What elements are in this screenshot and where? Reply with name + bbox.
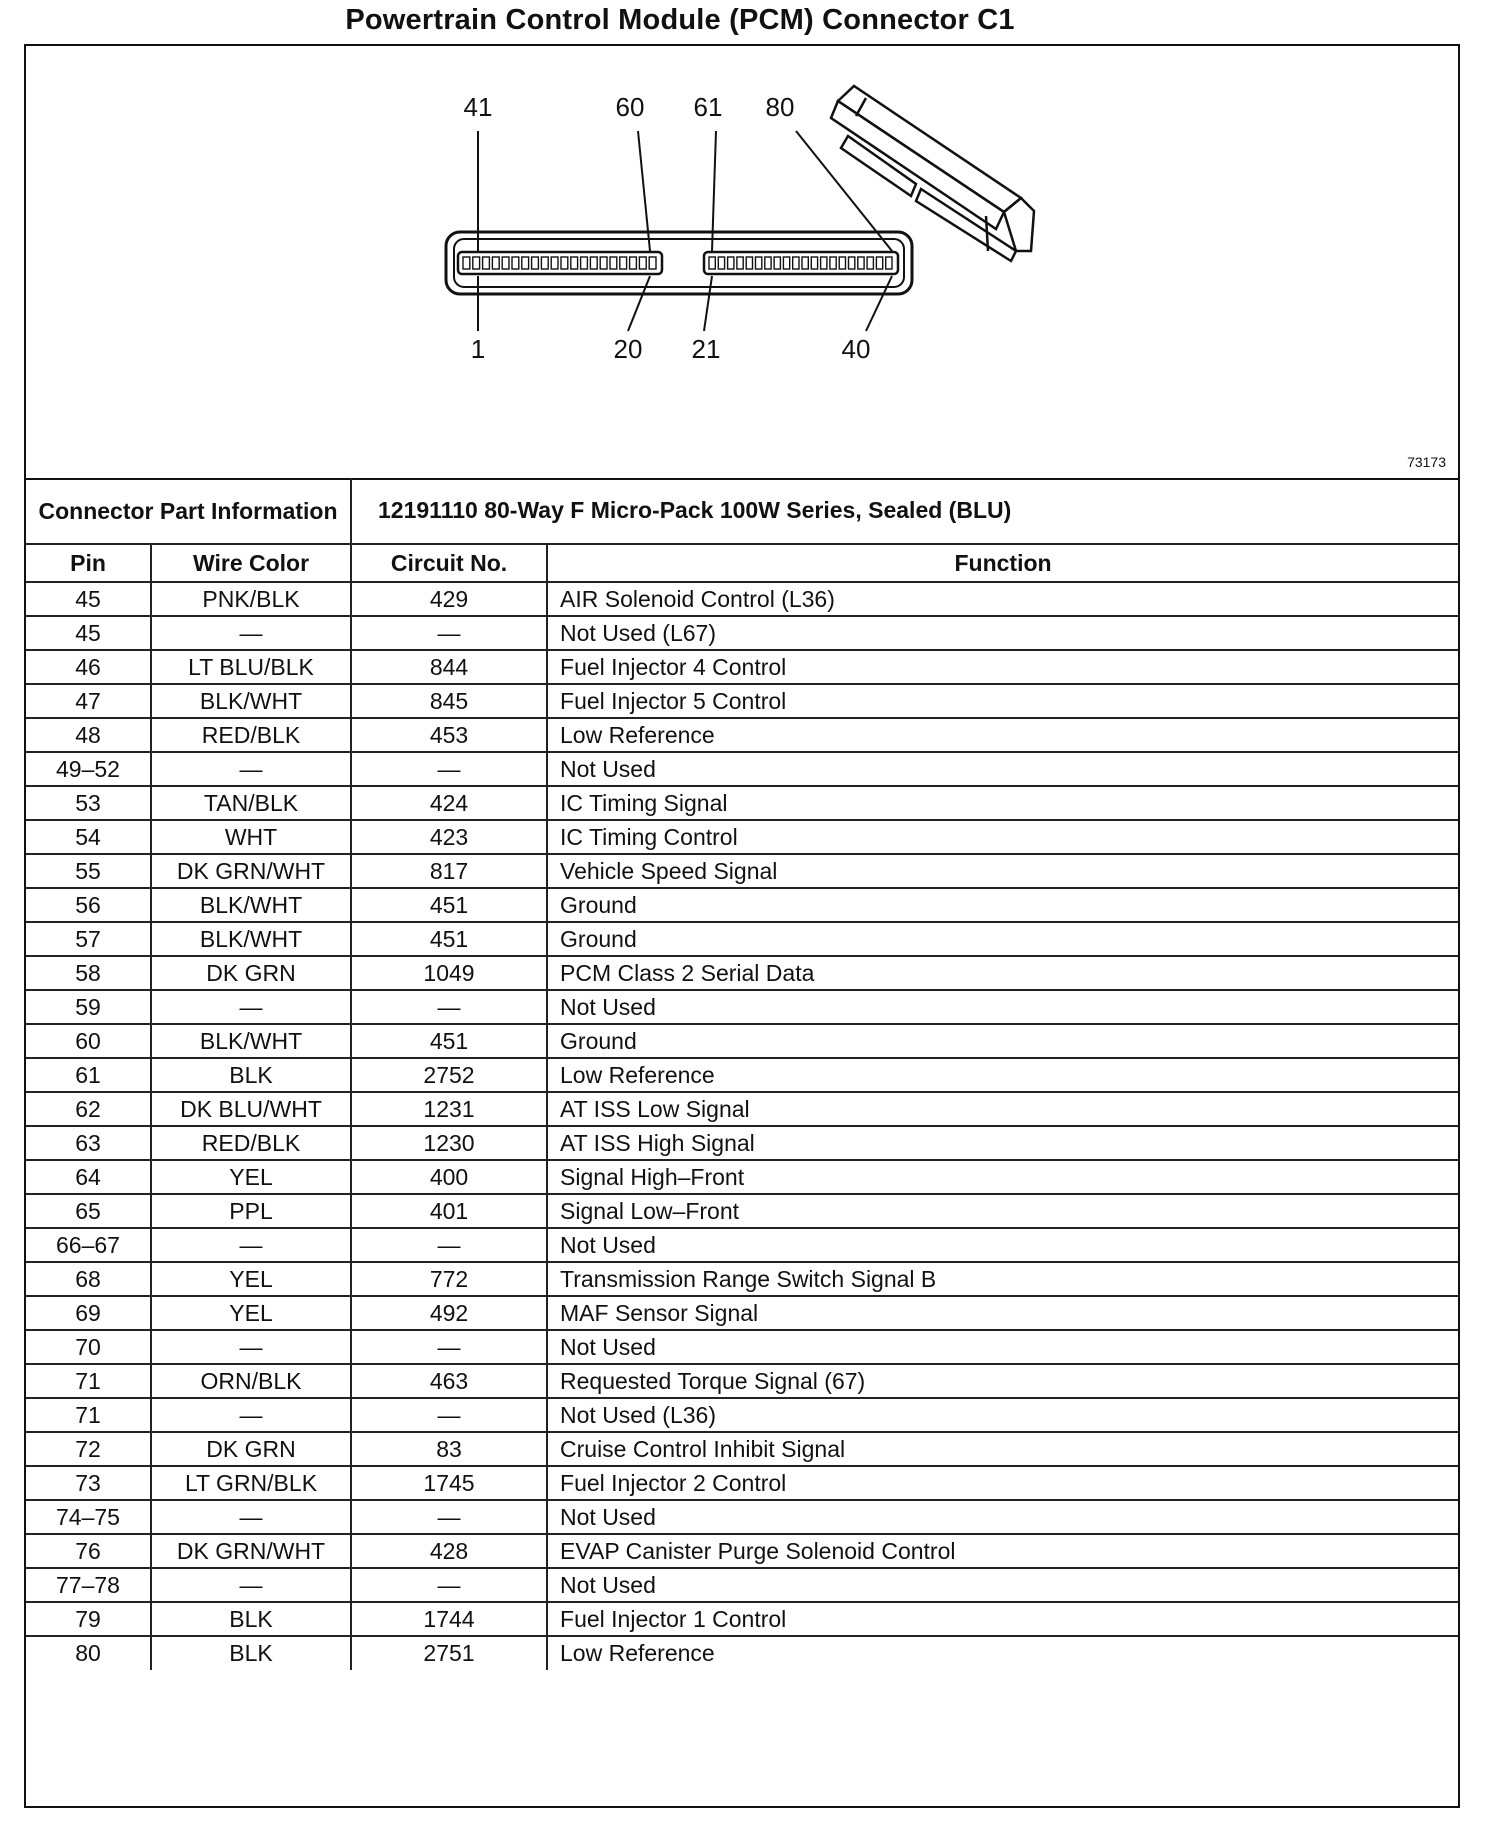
cell-circuit: 2752 [351,1058,547,1092]
pin-cavity [620,257,627,269]
table-row [26,888,1458,922]
cell-function: Not Used [547,752,1458,786]
cell-circuit: — [351,1330,547,1364]
cell-pin: 70 [26,1330,151,1364]
connector-info-value: 12191110 80-Way F Micro-Pack 100W Series, Sealed (BLU) [351,478,1458,544]
table-row [26,922,1458,956]
cell-pin: 60 [26,1024,151,1058]
cell-pin: 53 [26,786,151,820]
cell-function: Ground [547,1024,1458,1058]
cell-circuit: — [351,752,547,786]
cell-pin: 56 [26,888,151,922]
cell-circuit: 844 [351,650,547,684]
table-row [26,650,1458,684]
pinout-table [26,478,1458,1670]
cell-pin: 65 [26,1194,151,1228]
cell-circuit: 463 [351,1364,547,1398]
cell-function: Vehicle Speed Signal [547,854,1458,888]
cell-wire-color: BLK/WHT [151,1024,351,1058]
cell-circuit: 1230 [351,1126,547,1160]
cell-wire-color: LT GRN/BLK [151,1466,351,1500]
pin-cavity [561,257,568,269]
cell-wire-color: YEL [151,1160,351,1194]
cell-wire-color: — [151,1568,351,1602]
pin-cavity [473,257,480,269]
cell-circuit: — [351,1228,547,1262]
cell-circuit: 428 [351,1534,547,1568]
table-row [26,1602,1458,1636]
connector-face [446,232,912,294]
cell-circuit: 451 [351,1024,547,1058]
cell-wire-color: — [151,990,351,1024]
pin-label-21: 21 [691,334,721,364]
table-row [26,1568,1458,1602]
cell-function: Fuel Injector 5 Control [547,684,1458,718]
pin-cavity [849,257,855,269]
table-row [26,752,1458,786]
connector-document-frame [24,44,1460,1808]
cell-wire-color: DK GRN [151,1432,351,1466]
cell-pin: 63 [26,1126,151,1160]
pin-cavity [746,257,752,269]
pin-label-41: 41 [463,92,493,122]
cell-pin: 79 [26,1602,151,1636]
pin-cavity [512,257,519,269]
table-row [26,1296,1458,1330]
cell-circuit: — [351,1398,547,1432]
pin-label-80: 80 [765,92,795,122]
cell-circuit: 1744 [351,1602,547,1636]
pin-cavity [581,257,588,269]
cell-wire-color: PPL [151,1194,351,1228]
cell-pin: 64 [26,1160,151,1194]
cell-function: PCM Class 2 Serial Data [547,956,1458,990]
cell-wire-color: DK BLU/WHT [151,1092,351,1126]
pin-cavity [649,257,656,269]
cell-pin: 72 [26,1432,151,1466]
table-row [26,1194,1458,1228]
cell-function: Requested Torque Signal (67) [547,1364,1458,1398]
cell-function: MAF Sensor Signal [547,1296,1458,1330]
pin-label-60: 60 [615,92,645,122]
cell-circuit: 83 [351,1432,547,1466]
cell-circuit: 1049 [351,956,547,990]
pin-label-61: 61 [693,92,723,122]
cell-pin: 57 [26,922,151,956]
pin-cavity [492,257,499,269]
cell-circuit: 401 [351,1194,547,1228]
cell-wire-color: — [151,616,351,650]
cell-function: Fuel Injector 2 Control [547,1466,1458,1500]
pin-cavity [532,257,539,269]
pin-cavity [765,257,771,269]
pin-cavity [502,257,509,269]
cell-wire-color: RED/BLK [151,1126,351,1160]
table-row [26,1500,1458,1534]
cell-pin: 76 [26,1534,151,1568]
cell-pin: 55 [26,854,151,888]
cell-wire-color: PNK/BLK [151,582,351,616]
cell-pin: 49–52 [26,752,151,786]
cell-pin: 48 [26,718,151,752]
cell-wire-color: — [151,1330,351,1364]
table-row [26,1092,1458,1126]
pin-cavity [639,257,646,269]
cell-function: Not Used (L67) [547,616,1458,650]
table-row [26,1058,1458,1092]
cell-wire-color: LT BLU/BLK [151,650,351,684]
header-pin: Pin [26,544,151,582]
cell-wire-color: BLK/WHT [151,922,351,956]
cell-wire-color: DK GRN [151,956,351,990]
pin-cavity [783,257,789,269]
connector-info-label: Connector Part Information [26,478,351,544]
cell-function: Ground [547,888,1458,922]
pin-cavity [483,257,490,269]
cell-pin: 68 [26,1262,151,1296]
cell-function: Low Reference [547,718,1458,752]
cell-circuit: 845 [351,684,547,718]
table-row [26,854,1458,888]
cell-pin: 73 [26,1466,151,1500]
table-row [26,1228,1458,1262]
cell-function: Not Used [547,1568,1458,1602]
table-row [26,1432,1458,1466]
cell-circuit: — [351,990,547,1024]
cell-function: AT ISS Low Signal [547,1092,1458,1126]
cell-wire-color: — [151,1228,351,1262]
table-row [26,1160,1458,1194]
cell-function: Not Used [547,990,1458,1024]
pin-cavity [610,257,617,269]
pin-cavity [774,257,780,269]
pin-cavity [600,257,607,269]
cell-circuit: 492 [351,1296,547,1330]
cell-wire-color: YEL [151,1262,351,1296]
table-row [26,684,1458,718]
cell-function: Not Used [547,1500,1458,1534]
cell-function: IC Timing Control [547,820,1458,854]
cell-circuit: 423 [351,820,547,854]
cell-pin: 47 [26,684,151,718]
pin-label-40: 40 [841,334,871,364]
cell-function: Fuel Injector 1 Control [547,1602,1458,1636]
cell-pin: 66–67 [26,1228,151,1262]
cell-pin: 59 [26,990,151,1024]
table-row [26,616,1458,650]
cell-wire-color: — [151,752,351,786]
cell-function: AIR Solenoid Control (L36) [547,582,1458,616]
cell-pin: 77–78 [26,1568,151,1602]
cell-function: Low Reference [547,1636,1458,1670]
cell-wire-color: BLK/WHT [151,684,351,718]
pin-cavity [728,257,734,269]
pin-cavity [756,257,762,269]
cell-circuit: 451 [351,888,547,922]
pin-cavity [571,257,578,269]
cell-function: Signal High–Front [547,1160,1458,1194]
cell-pin: 62 [26,1092,151,1126]
pin-cavity [802,257,808,269]
pin-cavity [522,257,529,269]
cell-circuit: 2751 [351,1636,547,1670]
cell-function: AT ISS High Signal [547,1126,1458,1160]
cell-circuit: 429 [351,582,547,616]
table-row [26,1636,1458,1670]
pin-cavity [858,257,864,269]
pin-cavity [811,257,817,269]
pin-cavity [839,257,845,269]
connector-diagram [26,46,1458,480]
table-row [26,786,1458,820]
cell-function: IC Timing Signal [547,786,1458,820]
pin-cavity [551,257,558,269]
cell-pin: 71 [26,1364,151,1398]
pin-cavity [830,257,836,269]
pin-cavity [541,257,548,269]
pin-cavity [821,257,827,269]
cell-function: Cruise Control Inhibit Signal [547,1432,1458,1466]
cell-circuit: 453 [351,718,547,752]
pin-cavity [793,257,799,269]
pin-cavity [886,257,892,269]
header-row [26,544,1458,582]
cell-wire-color: DK GRN/WHT [151,1534,351,1568]
cell-pin: 61 [26,1058,151,1092]
cell-wire-color: — [151,1398,351,1432]
cell-function: Ground [547,922,1458,956]
pin-cavity [737,257,743,269]
table-row [26,956,1458,990]
cell-wire-color: RED/BLK [151,718,351,752]
cell-function: EVAP Canister Purge Solenoid Control [547,1534,1458,1568]
cell-function: Not Used (L36) [547,1398,1458,1432]
pin-cavity [590,257,597,269]
pin-cavity [709,257,715,269]
cell-wire-color: DK GRN/WHT [151,854,351,888]
cell-pin: 80 [26,1636,151,1670]
pin-cavity [867,257,873,269]
cell-function: Low Reference [547,1058,1458,1092]
table-row [26,1126,1458,1160]
connector-info-row [26,478,1458,544]
table-row [26,820,1458,854]
pin-cavity [463,257,470,269]
cell-circuit: 451 [351,922,547,956]
pin-label-1: 1 [470,334,486,364]
header-circuit: Circuit No. [351,544,547,582]
connector-side-view [831,86,1034,261]
page-title: Powertrain Control Module (PCM) Connector C1 [345,4,1015,36]
cell-circuit: 772 [351,1262,547,1296]
header-function: Function [547,544,1458,582]
figure-id: 73173 [1407,454,1446,470]
cell-wire-color: — [151,1500,351,1534]
cell-function: Transmission Range Switch Signal B [547,1262,1458,1296]
cell-pin: 45 [26,616,151,650]
cell-function: Fuel Injector 4 Control [547,650,1458,684]
table-row [26,1534,1458,1568]
cell-function: Not Used [547,1228,1458,1262]
table-row [26,1364,1458,1398]
table-row [26,1466,1458,1500]
cell-circuit: — [351,1568,547,1602]
cell-circuit: 424 [351,786,547,820]
cell-pin: 71 [26,1398,151,1432]
connector-drawing [26,46,1458,478]
cell-circuit: — [351,616,547,650]
table-row [26,1024,1458,1058]
cell-wire-color: TAN/BLK [151,786,351,820]
table-row [26,1330,1458,1364]
pin-cavity [630,257,637,269]
cell-circuit: 400 [351,1160,547,1194]
table-row [26,1262,1458,1296]
cell-pin: 58 [26,956,151,990]
cell-function: Signal Low–Front [547,1194,1458,1228]
pin-cavity [718,257,724,269]
cell-circuit: — [351,1500,547,1534]
cell-circuit: 817 [351,854,547,888]
pin-cavity [876,257,882,269]
cell-circuit: 1745 [351,1466,547,1500]
cell-pin: 69 [26,1296,151,1330]
cell-pin: 46 [26,650,151,684]
cell-circuit: 1231 [351,1092,547,1126]
header-wire-color: Wire Color [151,544,351,582]
cell-pin: 74–75 [26,1500,151,1534]
cell-function: Not Used [547,1330,1458,1364]
cell-wire-color: BLK [151,1058,351,1092]
cell-wire-color: ORN/BLK [151,1364,351,1398]
cell-wire-color: WHT [151,820,351,854]
cell-wire-color: BLK/WHT [151,888,351,922]
table-row [26,1398,1458,1432]
table-row [26,718,1458,752]
table-row [26,990,1458,1024]
cell-pin: 45 [26,582,151,616]
cell-wire-color: YEL [151,1296,351,1330]
table-row [26,582,1458,616]
cell-pin: 54 [26,820,151,854]
pin-label-20: 20 [613,334,643,364]
cell-wire-color: BLK [151,1602,351,1636]
cell-wire-color: BLK [151,1636,351,1670]
